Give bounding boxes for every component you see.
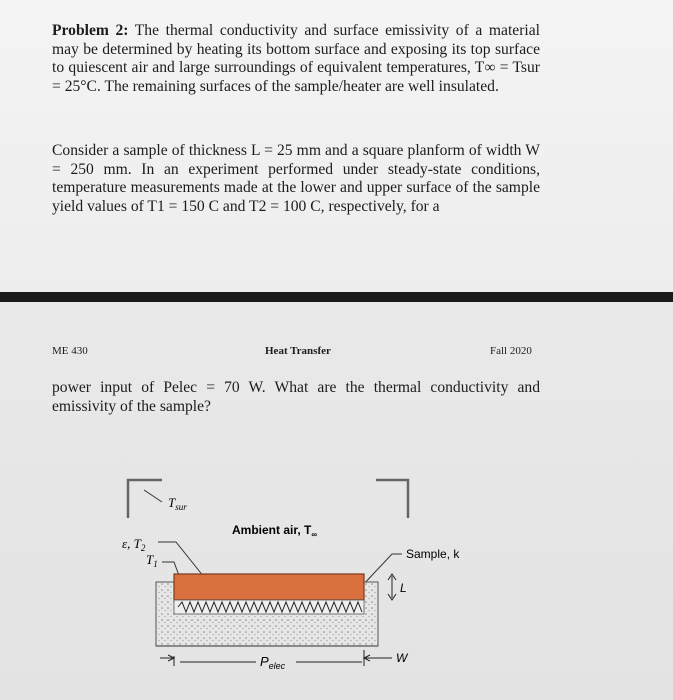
t1-label: $T_1$ <box>146 552 158 569</box>
tsur-leader <box>144 490 162 502</box>
course-subject: Heat Transfer <box>265 345 331 357</box>
ambient-air-label: Ambient air, $T_\infty$ <box>232 523 318 539</box>
problem-paragraph-1 <box>52 22 540 96</box>
page-top <box>0 0 673 292</box>
course-number: ME 430 <box>52 345 88 357</box>
problem-text-1: The thermal conductivity and surface emissivity of a material may be determined by heating its bottom surface and exposing its top surface to quiescent air and large surroundings of equivalent temperatures, T∞ = Tsur = 25°C. The remaining surfaces of the sample/heater are well insulated. <box>52 22 540 95</box>
course-term: Fall 2020 <box>490 345 532 357</box>
problem-paragraph-2: Consider a sample of thickness L = 25 mm and a square planform of width W = 250 mm. In an experiment performed under steady-state conditions, temperature measurements made at the lower and upper surface of the sample yield values of T1 = 150 C and T2 = 100 C, respectively, for a <box>52 142 540 215</box>
width-label: W <box>396 651 408 665</box>
sample-label: Sample, k <box>406 547 460 561</box>
surroundings-corner-right <box>376 480 408 518</box>
pelec-label: $P_{elec}$ <box>260 654 286 671</box>
problem-paragraph-3: power input of Pelec = 70 W. What are the thermal conductivity and emissivity of the sample? <box>52 379 540 415</box>
emissivity-t2-label: ε, $T_2$ <box>122 536 146 553</box>
sample-slab <box>174 574 364 600</box>
sample-heater-diagram <box>100 462 520 692</box>
problem-label: Problem 2: <box>52 22 129 39</box>
thickness-label: L <box>400 581 407 595</box>
sample-leader <box>362 554 402 586</box>
tsur-label: $T_{sur}$ <box>168 495 187 512</box>
